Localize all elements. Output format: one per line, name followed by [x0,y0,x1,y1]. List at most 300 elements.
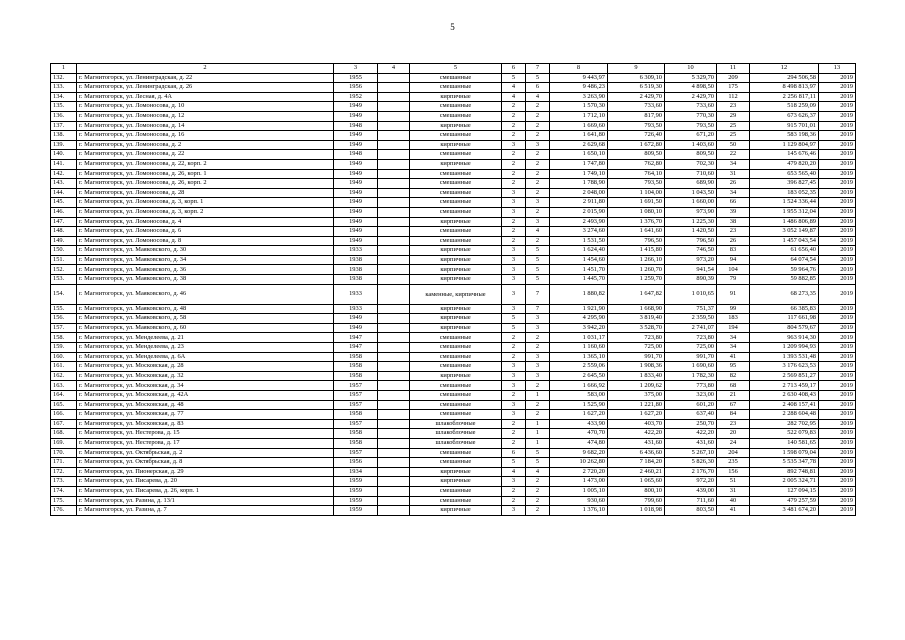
residents-cell: 194 [717,323,750,333]
year-cell: 2019 [819,265,856,275]
col-4-cell [378,207,410,217]
table-row [51,304,856,314]
address-cell: г. Магнитогорск, ул. Московская, д. 42А [77,391,334,401]
total-area-cell: 2 015,90 [550,207,608,217]
year-cell: 2019 [819,246,856,256]
table-row [51,111,856,121]
build-year-cell: 1934 [334,467,378,477]
floors-cell: 3 [502,362,526,372]
build-year-cell: 1956 [334,83,378,93]
header-cell-5: 5 [410,64,502,74]
wall-material-cell: кирпичные [410,304,502,314]
row-number-cell: 154. [51,284,77,304]
total-area-cell: 1 749,10 [550,169,608,179]
wall-material-cell: кирпичные [410,314,502,324]
total-area-cell: 1 376,10 [550,506,608,516]
cost-cell: 2 256 817,11 [750,92,819,102]
build-year-cell: 1956 [334,458,378,468]
entrances-cell: 3 [526,362,550,372]
area-premises-cell: 723,80 [608,333,665,343]
floors-cell: 3 [502,207,526,217]
residents-cell: 26 [717,236,750,246]
wall-material-cell: кирпичные [410,506,502,516]
wall-material-cell: смешанные [410,333,502,343]
build-year-cell: 1957 [334,391,378,401]
area-residential-cell: 723,80 [665,333,717,343]
header-row [51,64,856,74]
entrances-cell: 2 [526,236,550,246]
area-residential-cell: 1 043,50 [665,188,717,198]
row-number-cell: 140. [51,150,77,160]
entrances-cell: 3 [526,323,550,333]
address-cell: г. Магнитогорск, ул. Маяковского, д. 30 [77,246,334,256]
area-residential-cell: 2 429,70 [665,92,717,102]
col-4-cell [378,73,410,83]
residents-cell: 40 [717,496,750,506]
year-cell: 2019 [819,121,856,131]
area-premises-cell: 7 184,20 [608,458,665,468]
cost-cell: 183 052,35 [750,188,819,198]
build-year-cell: 1958 [334,352,378,362]
floors-cell: 2 [502,352,526,362]
year-cell: 2019 [819,304,856,314]
residents-cell: 23 [717,227,750,237]
floors-cell: 2 [502,150,526,160]
col-4-cell [378,188,410,198]
area-residential-cell: 422,20 [665,429,717,439]
year-cell: 2019 [819,400,856,410]
row-number-cell: 166. [51,410,77,420]
build-year-cell: 1949 [334,236,378,246]
area-premises-cell: 817,90 [608,111,665,121]
wall-material-cell: кирпичные [410,323,502,333]
area-premises-cell: 1 647,82 [608,284,665,304]
residents-cell: 34 [717,333,750,343]
entrances-cell: 3 [526,140,550,150]
residents-cell: 82 [717,371,750,381]
col-4-cell [378,400,410,410]
build-year-cell: 1958 [334,438,378,448]
residents-cell: 41 [717,352,750,362]
entrances-cell: 5 [526,255,550,265]
cost-cell: 2 569 851,27 [750,371,819,381]
wall-material-cell: смешанные [410,458,502,468]
total-area-cell: 1 627,20 [550,410,608,420]
floors-cell: 2 [502,496,526,506]
residents-cell: 104 [717,265,750,275]
build-year-cell: 1959 [334,486,378,496]
col-4-cell [378,323,410,333]
cost-cell: 1 486 806,89 [750,217,819,227]
build-year-cell: 1933 [334,284,378,304]
area-premises-cell: 3 528,70 [608,323,665,333]
floors-cell: 6 [502,448,526,458]
wall-material-cell: кирпичные [410,477,502,487]
area-residential-cell: 431,60 [665,438,717,448]
table-row [51,391,856,401]
area-premises-cell: 796,50 [608,236,665,246]
area-premises-cell: 6 436,60 [608,448,665,458]
entrances-cell: 3 [526,352,550,362]
total-area-cell: 1 451,70 [550,265,608,275]
year-cell: 2019 [819,333,856,343]
address-cell: г. Магнитогорск, ул. Писарева, д. 20 [77,477,334,487]
wall-material-cell: кирпичные [410,371,502,381]
residents-cell: 51 [717,477,750,487]
housing-register-table [50,63,856,516]
wall-material-cell: смешанные [410,352,502,362]
floors-cell: 2 [502,333,526,343]
floors-cell: 2 [502,111,526,121]
build-year-cell: 1959 [334,477,378,487]
cost-cell: 140 581,65 [750,438,819,448]
header-cell-13: 13 [819,64,856,74]
row-number-cell: 152. [51,265,77,275]
total-area-cell: 1 641,80 [550,131,608,141]
wall-material-cell: смешанные [410,227,502,237]
address-cell: г. Магнитогорск, ул. Ломоносова, д. 3, корп. 2 [77,207,334,217]
entrances-cell: 2 [526,121,550,131]
table-row [51,188,856,198]
table-row [51,73,856,83]
build-year-cell: 1955 [334,73,378,83]
area-premises-cell: 3 819,40 [608,314,665,324]
col-4-cell [378,496,410,506]
year-cell: 2019 [819,217,856,227]
row-number-cell: 135. [51,102,77,112]
row-number-cell: 158. [51,333,77,343]
area-residential-cell: 751,37 [665,304,717,314]
residents-cell: 91 [717,284,750,304]
residents-cell: 79 [717,275,750,285]
wall-material-cell: кирпичные [410,217,502,227]
year-cell: 2019 [819,438,856,448]
build-year-cell: 1957 [334,381,378,391]
floors-cell: 5 [502,458,526,468]
table-row [51,314,856,324]
area-residential-cell: 1 403,60 [665,140,717,150]
address-cell: г. Магнитогорск, ул. Октябрьская, д. 8 [77,458,334,468]
address-cell: г. Магнитогорск, ул. Ломоносова, д. 16 [77,131,334,141]
table-row [51,333,856,343]
cost-cell: 653 565,40 [750,169,819,179]
area-premises-cell: 991,70 [608,352,665,362]
area-residential-cell: 890,39 [665,275,717,285]
table-row [51,179,856,189]
cost-cell: 2 408 157,41 [750,400,819,410]
residents-cell: 38 [717,217,750,227]
build-year-cell: 1938 [334,275,378,285]
area-residential-cell: 2 741,07 [665,323,717,333]
year-cell: 2019 [819,111,856,121]
build-year-cell: 1948 [334,121,378,131]
wall-material-cell: смешанные [410,111,502,121]
address-cell: г. Магнитогорск, ул. Маяковского, д. 34 [77,255,334,265]
year-cell: 2019 [819,371,856,381]
row-number-cell: 174. [51,486,77,496]
cost-cell: 1 129 804,97 [750,140,819,150]
row-number-cell: 150. [51,246,77,256]
year-cell: 2019 [819,255,856,265]
total-area-cell: 2 559,06 [550,362,608,372]
col-4-cell [378,121,410,131]
area-premises-cell: 1 641,60 [608,227,665,237]
floors-cell: 2 [502,169,526,179]
year-cell: 2019 [819,73,856,83]
col-4-cell [378,458,410,468]
area-residential-cell: 702,30 [665,159,717,169]
area-premises-cell: 793,50 [608,179,665,189]
col-4-cell [378,371,410,381]
entrances-cell: 7 [526,304,550,314]
total-area-cell: 3 263,90 [550,92,608,102]
wall-material-cell: смешанные [410,169,502,179]
year-cell: 2019 [819,131,856,141]
address-cell: г. Магнитогорск, ул. Московская, д. 34 [77,381,334,391]
area-residential-cell: 637,40 [665,410,717,420]
residents-cell: 31 [717,486,750,496]
total-area-cell: 1 650,10 [550,150,608,160]
area-residential-cell: 439,00 [665,486,717,496]
residents-cell: 41 [717,506,750,516]
address-cell: г. Магнитогорск, ул. Ломоносова, д. 28 [77,188,334,198]
table-row [51,236,856,246]
wall-material-cell: смешанные [410,188,502,198]
area-residential-cell: 725,00 [665,343,717,353]
wall-material-cell: кирпичные [410,92,502,102]
build-year-cell: 1959 [334,506,378,516]
col-4-cell [378,486,410,496]
header-cell-3: 3 [334,64,378,74]
address-cell: г. Магнитогорск, ул. Разина, д. 7 [77,506,334,516]
cost-cell: 282 702,95 [750,419,819,429]
total-area-cell: 1 473,00 [550,477,608,487]
build-year-cell: 1949 [334,207,378,217]
wall-material-cell: кирпичные [410,246,502,256]
row-number-cell: 143. [51,179,77,189]
cost-cell: 8 498 813,97 [750,83,819,93]
table-row [51,323,856,333]
total-area-cell: 1 365,10 [550,352,608,362]
entrances-cell: 4 [526,467,550,477]
address-cell: г. Магнитогорск, ул. Ломоносова, д. 8 [77,236,334,246]
entrances-cell: 2 [526,159,550,169]
col-4-cell [378,140,410,150]
row-number-cell: 149. [51,236,77,246]
cost-cell: 479 820,20 [750,159,819,169]
residents-cell: 68 [717,381,750,391]
cost-cell: 3 052 149,87 [750,227,819,237]
cost-cell: 396 827,45 [750,179,819,189]
entrances-cell: 3 [526,371,550,381]
address-cell: г. Магнитогорск, ул. Нестерова, д. 17 [77,438,334,448]
cost-cell: 66 385,83 [750,304,819,314]
build-year-cell: 1958 [334,371,378,381]
area-premises-cell: 1 415,80 [608,246,665,256]
area-premises-cell: 375,00 [608,391,665,401]
address-cell: г. Магнитогорск, ул. Московская, д. 48 [77,400,334,410]
floors-cell: 3 [502,410,526,420]
area-residential-cell: 972,20 [665,477,717,487]
row-number-cell: 155. [51,304,77,314]
cost-cell: 1 457 043,54 [750,236,819,246]
col-4-cell [378,102,410,112]
address-cell: г. Магнитогорск, ул. Ломоносова, д. 14 [77,121,334,131]
total-area-cell: 3 274,60 [550,227,608,237]
table-row [51,486,856,496]
col-4-cell [378,275,410,285]
area-residential-cell: 1 660,00 [665,198,717,208]
residents-cell: 25 [717,121,750,131]
entrances-cell: 2 [526,169,550,179]
floors-cell: 3 [502,265,526,275]
col-4-cell [378,236,410,246]
area-premises-cell: 431,60 [608,438,665,448]
table-row [51,246,856,256]
year-cell: 2019 [819,419,856,429]
area-residential-cell: 323,00 [665,391,717,401]
address-cell: г. Магнитогорск, ул. Ломоносова, д. 22, корп. 2 [77,159,334,169]
wall-material-cell: смешанные [410,400,502,410]
total-area-cell: 9 682,20 [550,448,608,458]
build-year-cell: 1949 [334,179,378,189]
year-cell: 2019 [819,275,856,285]
col-4-cell [378,246,410,256]
floors-cell: 3 [502,381,526,391]
build-year-cell: 1938 [334,265,378,275]
area-premises-cell: 793,50 [608,121,665,131]
area-residential-cell: 689,90 [665,179,717,189]
area-premises-cell: 6 519,30 [608,83,665,93]
build-year-cell: 1949 [334,314,378,324]
total-area-cell: 1 570,30 [550,102,608,112]
wall-material-cell: кирпичные [410,159,502,169]
wall-material-cell: кирпичные [410,467,502,477]
row-number-cell: 169. [51,438,77,448]
total-area-cell: 1 624,40 [550,246,608,256]
table-row [51,227,856,237]
table-row [51,83,856,93]
area-residential-cell: 796,50 [665,236,717,246]
cost-cell: 2 005 324,71 [750,477,819,487]
col-4-cell [378,448,410,458]
cost-cell: 127 094,15 [750,486,819,496]
year-cell: 2019 [819,506,856,516]
floors-cell: 2 [502,419,526,429]
build-year-cell: 1947 [334,343,378,353]
row-number-cell: 151. [51,255,77,265]
row-number-cell: 156. [51,314,77,324]
area-premises-cell: 1 908,36 [608,362,665,372]
table-row [51,265,856,275]
area-premises-cell: 1 266,10 [608,255,665,265]
cost-cell: 61 656,40 [750,246,819,256]
cost-cell: 2 713 459,17 [750,381,819,391]
cost-cell: 145 676,46 [750,150,819,160]
header-cell-7: 7 [526,64,550,74]
residents-cell: 39 [717,207,750,217]
entrances-cell: 3 [526,314,550,324]
row-number-cell: 153. [51,275,77,285]
row-number-cell: 148. [51,227,77,237]
cost-cell: 59 964,76 [750,265,819,275]
build-year-cell: 1938 [334,255,378,265]
col-4-cell [378,410,410,420]
entrances-cell: 2 [526,400,550,410]
row-number-cell: 160. [51,352,77,362]
header-cell-9: 9 [608,64,665,74]
cost-cell: 1 209 994,93 [750,343,819,353]
col-4-cell [378,304,410,314]
floors-cell: 3 [502,304,526,314]
year-cell: 2019 [819,140,856,150]
row-number-cell: 147. [51,217,77,227]
floors-cell: 3 [502,477,526,487]
area-premises-cell: 762,80 [608,159,665,169]
residents-cell: 29 [717,111,750,121]
floors-cell: 3 [502,246,526,256]
residents-cell: 21 [717,391,750,401]
table-row [51,477,856,487]
total-area-cell: 1 880,82 [550,284,608,304]
entrances-cell: 4 [526,92,550,102]
residents-cell: 83 [717,246,750,256]
residents-cell: 209 [717,73,750,83]
year-cell: 2019 [819,496,856,506]
floors-cell: 3 [502,198,526,208]
area-residential-cell: 5 267,10 [665,448,717,458]
year-cell: 2019 [819,448,856,458]
build-year-cell: 1949 [334,131,378,141]
entrances-cell: 2 [526,506,550,516]
total-area-cell: 1 669,60 [550,121,608,131]
area-residential-cell: 803,50 [665,506,717,516]
area-residential-cell: 973,20 [665,255,717,265]
area-premises-cell: 6 309,10 [608,73,665,83]
wall-material-cell: смешанные [410,362,502,372]
address-cell: г. Магнитогорск, ул. Московская, д. 83 [77,419,334,429]
address-cell: г. Магнитогорск, ул. Московская, д. 32 [77,371,334,381]
floors-cell: 2 [502,159,526,169]
year-cell: 2019 [819,343,856,353]
col-4-cell [378,419,410,429]
build-year-cell: 1957 [334,400,378,410]
area-residential-cell: 773,80 [665,381,717,391]
wall-material-cell: шлакоблочные [410,438,502,448]
address-cell: г. Магнитогорск, ул. Ломоносова, д. 12 [77,111,334,121]
table-row [51,506,856,516]
wall-material-cell: смешанные [410,198,502,208]
row-number-cell: 139. [51,140,77,150]
wall-material-cell: смешанные [410,391,502,401]
cost-cell: 68 273,35 [750,284,819,304]
address-cell: г. Магнитогорск, ул. Нестерова, д. 15 [77,429,334,439]
area-premises-cell: 1 221,80 [608,400,665,410]
entrances-cell: 1 [526,419,550,429]
cost-cell: 1 393 531,48 [750,352,819,362]
cost-cell: 5 535 347,78 [750,458,819,468]
residents-cell: 24 [717,438,750,448]
year-cell: 2019 [819,92,856,102]
area-residential-cell: 2 176,70 [665,467,717,477]
total-area-cell: 3 942,20 [550,323,608,333]
build-year-cell: 1949 [334,102,378,112]
cost-cell: 2 630 408,43 [750,391,819,401]
area-residential-cell: 4 898,50 [665,83,717,93]
wall-material-cell: смешанные [410,207,502,217]
residents-cell: 25 [717,131,750,141]
row-number-cell: 172. [51,467,77,477]
